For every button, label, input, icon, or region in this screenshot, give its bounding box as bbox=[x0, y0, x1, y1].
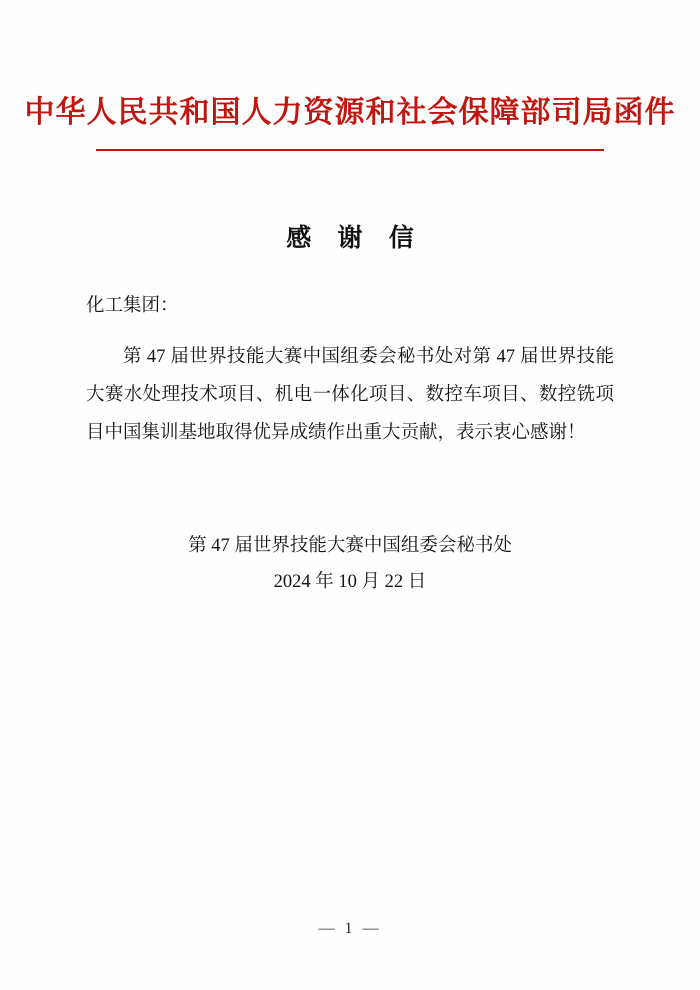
salutation: 化工集团： bbox=[86, 296, 179, 316]
letterhead-title: 中华人民共和国人力资源和社会保障部司局函件 bbox=[24, 96, 676, 129]
page-number: — 1 — bbox=[318, 920, 382, 937]
signature-block bbox=[0, 528, 700, 600]
document-body bbox=[86, 292, 614, 471]
signature-date: 2024 年 10 月 22 日 bbox=[273, 572, 427, 593]
letterhead-divider bbox=[96, 149, 604, 151]
signature-organization: 第 47 届世界技能大赛中国组委会秘书处 bbox=[188, 536, 512, 556]
body-paragraph: 第 47 届世界技能大赛中国组委会秘书处对第 47 届世界技能大赛水处理技术项目、机电一体化项目、数控车项目、数控铣项目中国集训基地取得优异成绩作出重大贡献，表示衷心感谢！ bbox=[86, 347, 614, 443]
letterhead bbox=[0, 96, 700, 151]
page-title: 感 谢 信 bbox=[286, 225, 424, 252]
